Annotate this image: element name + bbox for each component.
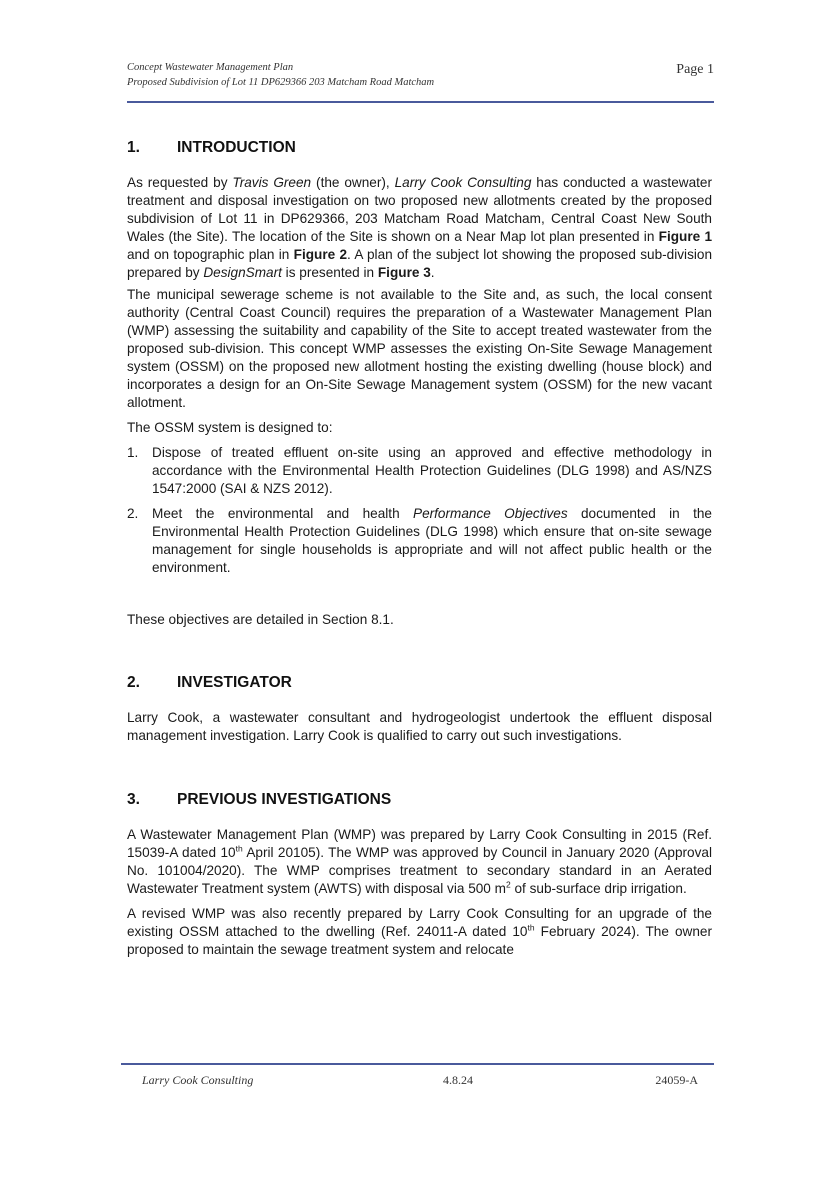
footer-company: Larry Cook Consulting — [142, 1073, 254, 1087]
header-document-title — [127, 60, 714, 90]
header-line-2: Proposed Subdivision of Lot 11 DP629366 203 Matcham Road Matcham — [127, 77, 435, 88]
section-heading-investigator: 2. INVESTIGATOR — [127, 674, 292, 691]
intro-paragraph-3: The OSSM system is designed to: — [127, 420, 333, 435]
section-heading-introduction: 1. INTRODUCTION — [127, 139, 296, 156]
investigator-paragraph: Larry Cook, a wastewater consultant and hydrogeologist undertook the effluent disposal management investigation. Larry Cook is qualified to carry out such investigations. — [127, 710, 712, 743]
owner-name: Travis Green — [232, 175, 312, 190]
designer-name: DesignSmart — [203, 265, 282, 280]
figure-3-ref: Figure 3 — [377, 265, 431, 280]
list-item: 2. Meet the environmental and health Performance Objectives documented in the Environmental Health Protection Guidelines (DLG 1998) which ensure that on-site sewage management for single households is appropriate and will not affect public health or the environment. — [127, 506, 712, 575]
previous-paragraph-2: A revised WMP was also recently prepared by Larry Cook Consulting for an upgrade of the existing OSSM attached to the dwelling (Ref. 24011-A dated 10th February 2024). The owner proposed to maintain the sewage treatment system and relocate — [127, 906, 712, 957]
page-footer — [121, 1063, 714, 1093]
footer-date: 4.8.24 — [443, 1073, 473, 1087]
section-heading-previous-investigations: 3. PREVIOUS INVESTIGATIONS — [127, 791, 392, 808]
objectives-list — [127, 444, 712, 577]
list-item: 1. Dispose of treated effluent on-site using an approved and effective methodology in accordance with the Environmental Health Protection Guidelines (DLG 1998) and AS/NZS 1547:2000 (SAI & NZS 2012). — [127, 445, 712, 496]
document-body — [127, 136, 712, 959]
figure-1-ref: Figure 1 — [658, 229, 713, 244]
consultant-name: Larry Cook Consulting — [394, 175, 532, 190]
figure-2-ref: Figure 2 — [293, 247, 348, 262]
intro-paragraph-2: The municipal sewerage scheme is not available to the Site and, as such, the local consent authority (Central Coast Council) requires the preparation of a Wastewater Management Plan (WMP) assessing the suitability and capability of the Site to accept treated wastewater from the proposed sub-division. This concept WMP assesses the existing On-Site Sewage Management system (OSSM) on the proposed new allotment hosting the existing dwelling (house block) and incorporates a design for an On-Site Sewage Management system (OSSM) for the new vacant allotment. — [127, 287, 712, 410]
page-header — [127, 60, 714, 103]
header-line-1: Concept Wastewater Management Plan — [127, 62, 294, 73]
intro-paragraph-1: As requested by Travis Green (the owner), Larry Cook Consulting has conducted a wastewater treatment and disposal investigation on two proposed new allotments created by the proposed subdivision of Lot 11 in DP629366, 203 Matcham Road Matcham, Central Coast New South Wales (the Site). The location of the Site is shown on a Near Map lot plan presented in Figure 1 and on topographic plan in Figure 2. A plan of the subject lot showing the proposed sub-division prepared by DesignSmart is presented in Figure 3. — [127, 175, 713, 280]
previous-paragraph-1: A Wastewater Management Plan (WMP) was prepared by Larry Cook Consulting in 2015 (Ref. 15039-A dated 10th April 20105). The WMP was approved by Council in January 2020 (Approval No. 101004/2020). The WMP comprises treatment to secondary standard in an Aerated Wastewater Treatment system (AWTS) with disposal via 500 $m^2$ of sub-surface drip irrigation. — [127, 827, 712, 896]
footer-reference: 24059-A — [655, 1073, 698, 1087]
page-number: Page 1 — [676, 62, 714, 77]
intro-paragraph-4: These objectives are detailed in Section 8.1. — [127, 612, 394, 627]
